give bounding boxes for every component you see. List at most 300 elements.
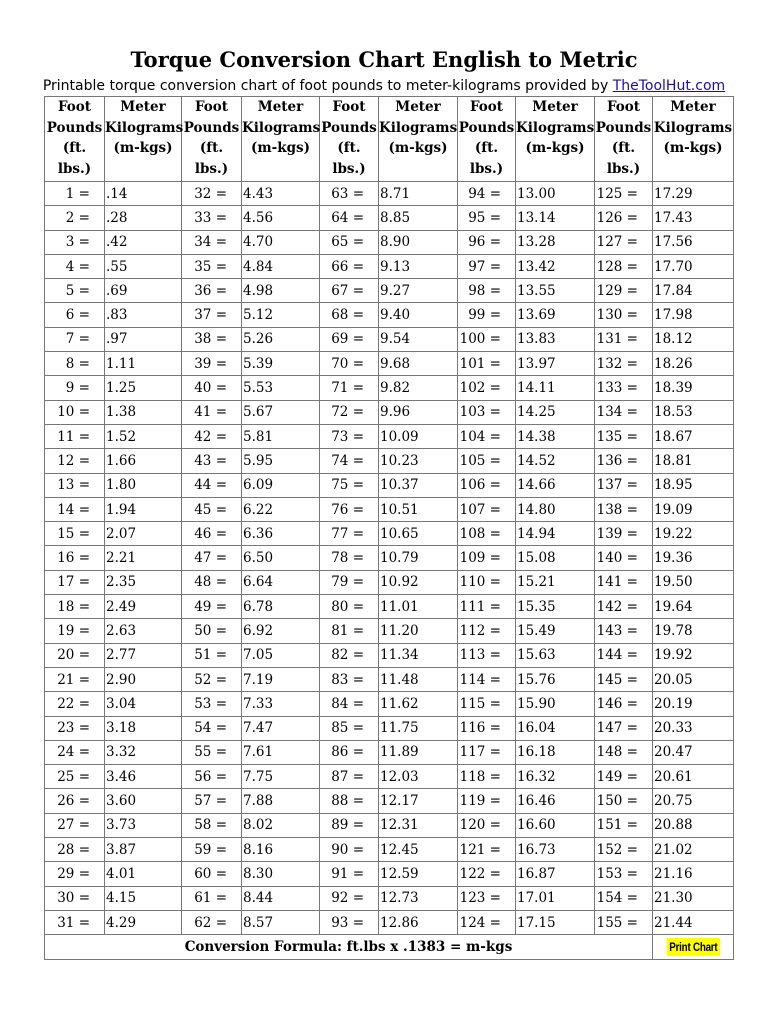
meter-kilograms-cell: 21.16	[653, 862, 734, 886]
foot-pounds-cell: 89 =	[320, 813, 379, 837]
foot-pounds-cell: 150 =	[595, 789, 653, 813]
table-row	[45, 522, 734, 546]
foot-pounds-cell: 42 =	[182, 424, 242, 448]
meter-kilograms-cell: 21.02	[653, 838, 734, 862]
foot-pounds-cell: 54 =	[182, 716, 242, 740]
table-row	[45, 352, 734, 376]
meter-kilograms-cell: 8.85	[379, 206, 458, 230]
meter-kilograms-cell: .83	[105, 303, 182, 327]
header-foot-pounds	[458, 97, 516, 182]
header-line: (m-kgs)	[250, 140, 311, 156]
meter-kilograms-cell: 5.67	[242, 400, 320, 424]
foot-pounds-cell: 50 =	[182, 619, 242, 643]
header-foot-pounds	[320, 97, 379, 182]
meter-kilograms-cell: 19.78	[653, 619, 734, 643]
meter-kilograms-cell: 9.13	[379, 254, 458, 278]
header-line: Foot	[606, 99, 641, 115]
foot-pounds-cell: 108 =	[458, 522, 516, 546]
foot-pounds-cell: 24 =	[45, 740, 105, 764]
meter-kilograms-cell: 4.15	[105, 886, 182, 910]
meter-kilograms-cell: 1.25	[105, 376, 182, 400]
table-row	[45, 886, 734, 910]
foot-pounds-cell: 23 =	[45, 716, 105, 740]
foot-pounds-cell: 33 =	[182, 206, 242, 230]
meter-kilograms-cell: 13.83	[516, 327, 595, 351]
meter-kilograms-cell: 17.15	[516, 910, 595, 934]
foot-pounds-cell: 2 =	[45, 206, 105, 230]
conversion-table	[44, 96, 734, 960]
foot-pounds-cell: 81 =	[320, 619, 379, 643]
foot-pounds-cell: 39 =	[182, 352, 242, 376]
meter-kilograms-cell: 2.21	[105, 546, 182, 570]
header-line: Meter	[670, 99, 716, 115]
meter-kilograms-cell: 16.32	[516, 765, 595, 789]
header-meter-kilograms	[242, 97, 320, 182]
toolhut-link[interactable]: TheToolHut.com	[612, 78, 726, 94]
foot-pounds-cell: 132 =	[595, 352, 653, 376]
foot-pounds-cell: 3 =	[45, 230, 105, 254]
header-line: Meter	[257, 99, 304, 115]
foot-pounds-cell: 85 =	[320, 716, 379, 740]
foot-pounds-cell: 26 =	[45, 789, 105, 813]
table-row	[45, 765, 734, 789]
foot-pounds-cell: 40 =	[182, 376, 242, 400]
foot-pounds-cell: 15 =	[45, 522, 105, 546]
meter-kilograms-cell: 18.53	[653, 400, 734, 424]
meter-kilograms-cell: 21.30	[653, 886, 734, 910]
meter-kilograms-cell: 5.26	[242, 327, 320, 351]
foot-pounds-cell: 76 =	[320, 497, 379, 521]
meter-kilograms-cell: 20.19	[653, 692, 734, 716]
foot-pounds-cell: 134 =	[595, 400, 653, 424]
meter-kilograms-cell: 5.81	[242, 424, 320, 448]
foot-pounds-cell: 41 =	[182, 400, 242, 424]
foot-pounds-cell: 136 =	[595, 449, 653, 473]
foot-pounds-cell: 127 =	[595, 230, 653, 254]
meter-kilograms-cell: 17.29	[653, 182, 734, 206]
foot-pounds-cell: 47 =	[182, 546, 242, 570]
subtitle	[0, 76, 768, 96]
foot-pounds-cell: 51 =	[182, 643, 242, 667]
meter-kilograms-cell: .28	[105, 206, 182, 230]
foot-pounds-cell: 11 =	[45, 424, 105, 448]
foot-pounds-cell: 112 =	[458, 619, 516, 643]
meter-kilograms-cell: 18.26	[653, 352, 734, 376]
header-line: (ft.	[199, 140, 224, 156]
meter-kilograms-cell: 8.30	[242, 862, 320, 886]
table-row	[45, 716, 734, 740]
meter-kilograms-cell: 12.31	[379, 813, 458, 837]
meter-kilograms-cell: 8.44	[242, 886, 320, 910]
meter-kilograms-cell: 2.77	[105, 643, 182, 667]
table-row	[45, 497, 734, 521]
foot-pounds-cell: 31 =	[45, 910, 105, 934]
foot-pounds-cell: 119 =	[458, 789, 516, 813]
foot-pounds-cell: 145 =	[595, 667, 653, 691]
meter-kilograms-cell: 15.76	[516, 667, 595, 691]
meter-kilograms-cell: 11.48	[379, 667, 458, 691]
foot-pounds-cell: 19 =	[45, 619, 105, 643]
meter-kilograms-cell: 20.47	[653, 740, 734, 764]
meter-kilograms-cell: 3.32	[105, 740, 182, 764]
foot-pounds-cell: 32 =	[182, 182, 242, 206]
meter-kilograms-cell: 14.11	[516, 376, 595, 400]
meter-kilograms-cell: 18.95	[653, 473, 734, 497]
table-row	[45, 643, 734, 667]
foot-pounds-cell: 114 =	[458, 667, 516, 691]
header-line: Kilograms	[516, 119, 595, 136]
foot-pounds-cell: 120 =	[458, 813, 516, 837]
meter-kilograms-cell: 17.70	[653, 254, 734, 278]
foot-pounds-cell: 105 =	[458, 449, 516, 473]
meter-kilograms-cell: .97	[105, 327, 182, 351]
meter-kilograms-cell: 4.56	[242, 206, 320, 230]
meter-kilograms-cell: 1.52	[105, 424, 182, 448]
meter-kilograms-cell: 7.61	[242, 740, 320, 764]
foot-pounds-cell: 124 =	[458, 910, 516, 934]
foot-pounds-cell: 103 =	[458, 400, 516, 424]
foot-pounds-cell: 146 =	[595, 692, 653, 716]
meter-kilograms-cell: 18.12	[653, 327, 734, 351]
table-row	[45, 595, 734, 619]
header-line: Pounds	[595, 119, 652, 136]
page-title: Torque Conversion Chart English to Metric	[130, 47, 638, 72]
meter-kilograms-cell: 1.80	[105, 473, 182, 497]
foot-pounds-cell: 143 =	[595, 619, 653, 643]
meter-kilograms-cell: 11.62	[379, 692, 458, 716]
meter-kilograms-cell: 8.16	[242, 838, 320, 862]
foot-pounds-cell: 104 =	[458, 424, 516, 448]
meter-kilograms-cell: 14.94	[516, 522, 595, 546]
meter-kilograms-cell: 16.73	[516, 838, 595, 862]
meter-kilograms-cell: 19.50	[653, 570, 734, 594]
meter-kilograms-cell: 4.01	[105, 862, 182, 886]
meter-kilograms-cell: 20.05	[653, 667, 734, 691]
foot-pounds-cell: 60 =	[182, 862, 242, 886]
foot-pounds-cell: 118 =	[458, 765, 516, 789]
meter-kilograms-cell: 7.33	[242, 692, 320, 716]
meter-kilograms-cell: 2.49	[105, 595, 182, 619]
meter-kilograms-cell: 10.09	[379, 424, 458, 448]
meter-kilograms-cell: 17.84	[653, 279, 734, 303]
header-line: Pounds	[321, 119, 377, 136]
meter-kilograms-cell: 15.35	[516, 595, 595, 619]
header-line: Meter	[395, 99, 441, 115]
meter-kilograms-cell: 12.45	[379, 838, 458, 862]
foot-pounds-cell: 84 =	[320, 692, 379, 716]
table-row	[45, 182, 734, 206]
meter-kilograms-cell: 12.03	[379, 765, 458, 789]
meter-kilograms-cell: 8.57	[242, 910, 320, 934]
header-row	[45, 97, 734, 182]
meter-kilograms-cell: 3.46	[105, 765, 182, 789]
foot-pounds-cell: 125 =	[595, 182, 653, 206]
header-line: Kilograms	[105, 119, 184, 136]
meter-kilograms-cell: 1.38	[105, 400, 182, 424]
meter-kilograms-cell: 12.86	[379, 910, 458, 934]
table-row	[45, 740, 734, 764]
meter-kilograms-cell: 16.46	[516, 789, 595, 813]
header-line: (ft.	[611, 140, 636, 156]
foot-pounds-cell: 141 =	[595, 570, 653, 594]
meter-kilograms-cell: 10.51	[379, 497, 458, 521]
meter-kilograms-cell: 4.43	[242, 182, 320, 206]
meter-kilograms-cell: 8.02	[242, 813, 320, 837]
meter-kilograms-cell: 17.43	[653, 206, 734, 230]
foot-pounds-cell: 67 =	[320, 279, 379, 303]
foot-pounds-cell: 101 =	[458, 352, 516, 376]
foot-pounds-cell: 28 =	[45, 838, 105, 862]
meter-kilograms-cell: 9.82	[379, 376, 458, 400]
foot-pounds-cell: 142 =	[595, 595, 653, 619]
foot-pounds-cell: 137 =	[595, 473, 653, 497]
foot-pounds-cell: 52 =	[182, 667, 242, 691]
meter-kilograms-cell: 15.63	[516, 643, 595, 667]
table-row	[45, 206, 734, 230]
meter-kilograms-cell: 1.66	[105, 449, 182, 473]
header-meter-kilograms	[105, 97, 182, 182]
meter-kilograms-cell: 1.11	[105, 352, 182, 376]
conversion-formula: Conversion Formula: ft.lbs x .1383 = m-kgs	[45, 935, 653, 959]
header-line: (ft.	[62, 140, 87, 156]
foot-pounds-cell: 59 =	[182, 838, 242, 862]
meter-kilograms-cell: 5.39	[242, 352, 320, 376]
foot-pounds-cell: 144 =	[595, 643, 653, 667]
meter-kilograms-cell: 7.75	[242, 765, 320, 789]
meter-kilograms-cell: 20.75	[653, 789, 734, 813]
foot-pounds-cell: 91 =	[320, 862, 379, 886]
foot-pounds-cell: 75 =	[320, 473, 379, 497]
meter-kilograms-cell: 8.71	[379, 182, 458, 206]
meter-kilograms-cell: 6.64	[242, 570, 320, 594]
meter-kilograms-cell: 10.65	[379, 522, 458, 546]
foot-pounds-cell: 43 =	[182, 449, 242, 473]
meter-kilograms-cell: 14.52	[516, 449, 595, 473]
foot-pounds-cell: 135 =	[595, 424, 653, 448]
header-line: (m-kgs)	[113, 140, 173, 156]
header-line: Meter	[120, 99, 166, 115]
header-foot-pounds	[595, 97, 653, 182]
header-line: Foot	[57, 99, 92, 115]
meter-kilograms-cell: 14.38	[516, 424, 595, 448]
header-line: Pounds	[183, 119, 240, 136]
meter-kilograms-cell: 1.94	[105, 497, 182, 521]
foot-pounds-cell: 147 =	[595, 716, 653, 740]
foot-pounds-cell: 100 =	[458, 327, 516, 351]
header-line: Kilograms	[379, 119, 458, 136]
header-line: (m-kgs)	[388, 140, 448, 156]
foot-pounds-cell: 94 =	[458, 182, 516, 206]
table-row	[45, 473, 734, 497]
meter-kilograms-cell: 9.27	[379, 279, 458, 303]
foot-pounds-cell: 92 =	[320, 886, 379, 910]
foot-pounds-cell: 21 =	[45, 667, 105, 691]
foot-pounds-cell: 90 =	[320, 838, 379, 862]
meter-kilograms-cell: 5.95	[242, 449, 320, 473]
table-row	[45, 230, 734, 254]
header-line: Kilograms	[653, 119, 733, 136]
meter-kilograms-cell: 3.04	[105, 692, 182, 716]
foot-pounds-cell: 1 =	[45, 182, 105, 206]
foot-pounds-cell: 7 =	[45, 327, 105, 351]
foot-pounds-cell: 72 =	[320, 400, 379, 424]
foot-pounds-cell: 129 =	[595, 279, 653, 303]
foot-pounds-cell: 36 =	[182, 279, 242, 303]
meter-kilograms-cell: 13.42	[516, 254, 595, 278]
header-meter-kilograms	[379, 97, 458, 182]
foot-pounds-cell: 35 =	[182, 254, 242, 278]
meter-kilograms-cell: 19.09	[653, 497, 734, 521]
header-meter-kilograms	[516, 97, 595, 182]
foot-pounds-cell: 34 =	[182, 230, 242, 254]
foot-pounds-cell: 77 =	[320, 522, 379, 546]
meter-kilograms-cell: 13.14	[516, 206, 595, 230]
foot-pounds-cell: 25 =	[45, 765, 105, 789]
foot-pounds-cell: 126 =	[595, 206, 653, 230]
header-line: Foot	[332, 99, 366, 115]
header-foot-pounds	[182, 97, 242, 182]
meter-kilograms-cell: 14.25	[516, 400, 595, 424]
meter-kilograms-cell: 6.92	[242, 619, 320, 643]
meter-kilograms-cell: 20.33	[653, 716, 734, 740]
meter-kilograms-cell: 4.98	[242, 279, 320, 303]
meter-kilograms-cell: 6.36	[242, 522, 320, 546]
foot-pounds-cell: 117 =	[458, 740, 516, 764]
meter-kilograms-cell: 16.60	[516, 813, 595, 837]
foot-pounds-cell: 53 =	[182, 692, 242, 716]
meter-kilograms-cell: 14.66	[516, 473, 595, 497]
table-row	[45, 546, 734, 570]
foot-pounds-cell: 4 =	[45, 254, 105, 278]
header-line: lbs.)	[469, 160, 504, 177]
meter-kilograms-cell: 13.97	[516, 352, 595, 376]
meter-kilograms-cell: 13.28	[516, 230, 595, 254]
meter-kilograms-cell: 9.96	[379, 400, 458, 424]
meter-kilograms-cell: 17.56	[653, 230, 734, 254]
meter-kilograms-cell: 4.70	[242, 230, 320, 254]
foot-pounds-cell: 46 =	[182, 522, 242, 546]
foot-pounds-cell: 97 =	[458, 254, 516, 278]
meter-kilograms-cell: 15.21	[516, 570, 595, 594]
meter-kilograms-cell: 7.88	[242, 789, 320, 813]
foot-pounds-cell: 99 =	[458, 303, 516, 327]
foot-pounds-cell: 86 =	[320, 740, 379, 764]
foot-pounds-cell: 78 =	[320, 546, 379, 570]
foot-pounds-cell: 62 =	[182, 910, 242, 934]
foot-pounds-cell: 6 =	[45, 303, 105, 327]
header-line: (m-kgs)	[525, 140, 585, 156]
header-line: lbs.)	[606, 160, 641, 177]
foot-pounds-cell: 22 =	[45, 692, 105, 716]
header-line: (m-kgs)	[663, 140, 723, 156]
meter-kilograms-cell: 12.73	[379, 886, 458, 910]
foot-pounds-cell: 83 =	[320, 667, 379, 691]
meter-kilograms-cell: 19.36	[653, 546, 734, 570]
foot-pounds-cell: 79 =	[320, 570, 379, 594]
print-cell	[653, 935, 734, 959]
meter-kilograms-cell: 10.23	[379, 449, 458, 473]
foot-pounds-cell: 113 =	[458, 643, 516, 667]
meter-kilograms-cell: 10.37	[379, 473, 458, 497]
foot-pounds-cell: 48 =	[182, 570, 242, 594]
meter-kilograms-cell: 14.80	[516, 497, 595, 521]
table-row	[45, 667, 734, 691]
meter-kilograms-cell: 6.09	[242, 473, 320, 497]
header-meter-kilograms	[653, 97, 734, 182]
foot-pounds-cell: 49 =	[182, 595, 242, 619]
header-line: Pounds	[458, 119, 515, 136]
foot-pounds-cell: 123 =	[458, 886, 516, 910]
foot-pounds-cell: 140 =	[595, 546, 653, 570]
meter-kilograms-cell: 17.01	[516, 886, 595, 910]
foot-pounds-cell: 68 =	[320, 303, 379, 327]
foot-pounds-cell: 58 =	[182, 813, 242, 837]
meter-kilograms-cell: 6.22	[242, 497, 320, 521]
foot-pounds-cell: 65 =	[320, 230, 379, 254]
meter-kilograms-cell: 21.44	[653, 910, 734, 934]
meter-kilograms-cell: 19.64	[653, 595, 734, 619]
foot-pounds-cell: 17 =	[45, 570, 105, 594]
foot-pounds-cell: 116 =	[458, 716, 516, 740]
table-row	[45, 303, 734, 327]
meter-kilograms-cell: .14	[105, 182, 182, 206]
meter-kilograms-cell: 15.90	[516, 692, 595, 716]
table-row	[45, 424, 734, 448]
meter-kilograms-cell: .69	[105, 279, 182, 303]
foot-pounds-cell: 102 =	[458, 376, 516, 400]
foot-pounds-cell: 106 =	[458, 473, 516, 497]
foot-pounds-cell: 37 =	[182, 303, 242, 327]
meter-kilograms-cell: 7.47	[242, 716, 320, 740]
foot-pounds-cell: 133 =	[595, 376, 653, 400]
foot-pounds-cell: 64 =	[320, 206, 379, 230]
meter-kilograms-cell: 2.35	[105, 570, 182, 594]
meter-kilograms-cell: 20.88	[653, 813, 734, 837]
foot-pounds-cell: 130 =	[595, 303, 653, 327]
meter-kilograms-cell: 10.92	[379, 570, 458, 594]
meter-kilograms-cell: 13.69	[516, 303, 595, 327]
header-line: lbs.)	[57, 160, 92, 177]
foot-pounds-cell: 148 =	[595, 740, 653, 764]
footer-row	[45, 935, 734, 959]
meter-kilograms-cell: .42	[105, 230, 182, 254]
meter-kilograms-cell: 19.92	[653, 643, 734, 667]
print-chart-button[interactable]: Print Chart	[666, 938, 719, 956]
foot-pounds-cell: 73 =	[320, 424, 379, 448]
foot-pounds-cell: 74 =	[320, 449, 379, 473]
foot-pounds-cell: 56 =	[182, 765, 242, 789]
foot-pounds-cell: 87 =	[320, 765, 379, 789]
meter-kilograms-cell: 11.34	[379, 643, 458, 667]
meter-kilograms-cell: 2.90	[105, 667, 182, 691]
foot-pounds-cell: 38 =	[182, 327, 242, 351]
header-line: (ft.	[337, 140, 361, 156]
meter-kilograms-cell: 18.67	[653, 424, 734, 448]
table-row	[45, 813, 734, 837]
meter-kilograms-cell: 9.54	[379, 327, 458, 351]
meter-kilograms-cell: 11.20	[379, 619, 458, 643]
table-row	[45, 692, 734, 716]
table-row	[45, 376, 734, 400]
meter-kilograms-cell: 11.01	[379, 595, 458, 619]
table-row	[45, 400, 734, 424]
table-row	[45, 327, 734, 351]
foot-pounds-cell: 29 =	[45, 862, 105, 886]
header-line: Foot	[469, 99, 504, 115]
meter-kilograms-cell: 3.73	[105, 813, 182, 837]
meter-kilograms-cell: 7.05	[242, 643, 320, 667]
foot-pounds-cell: 70 =	[320, 352, 379, 376]
